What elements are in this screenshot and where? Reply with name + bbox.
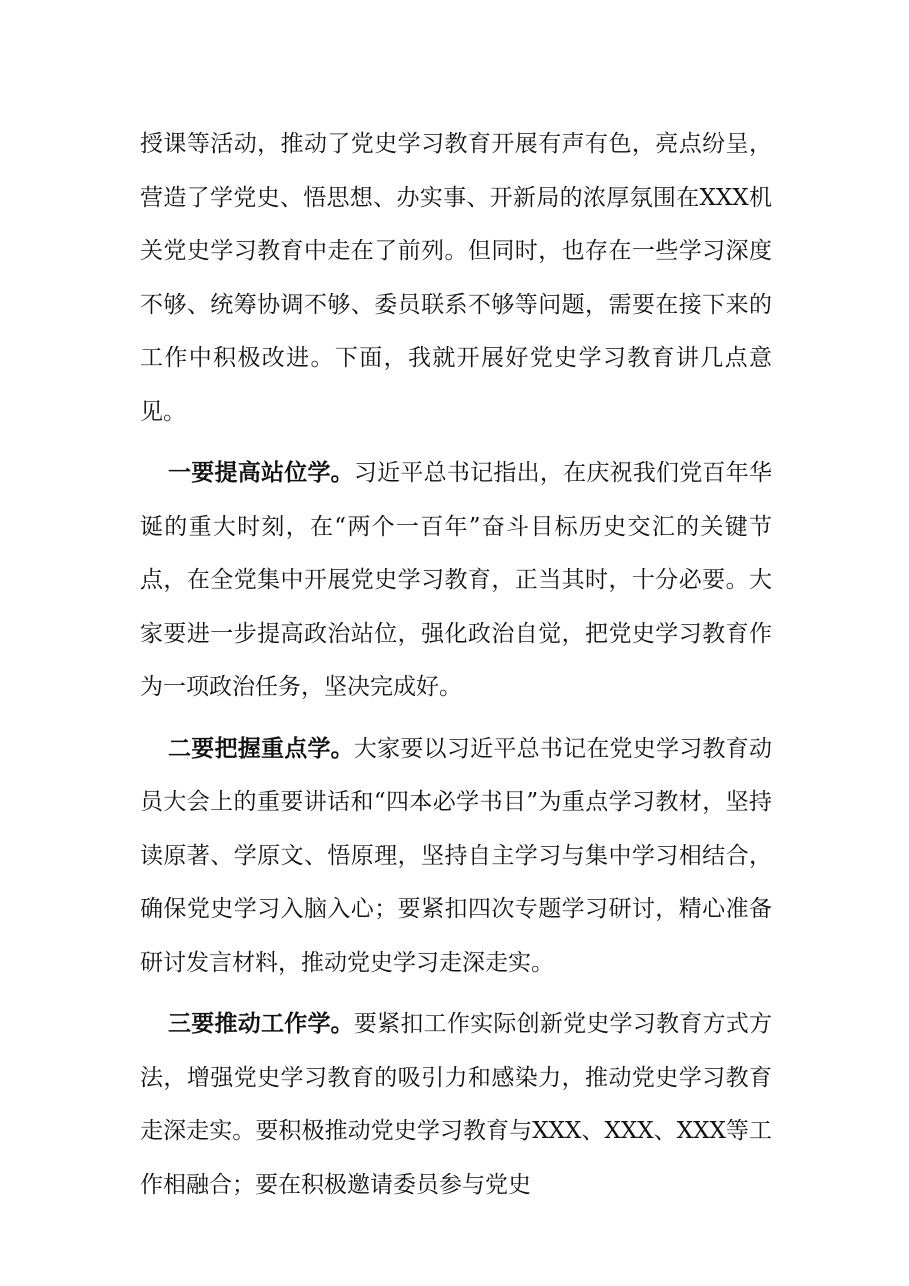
paragraph-point-one-text: 习近平总书记指出，在庆祝我们党百年华诞的重大时刻，在“两个一百年”奋斗目标历史交汇的关键节点，在全党集中开展党史学习教育，正当其时，十分必要。大家要进一步提高政治站位，强化政治自觉，把党史学习教育作为一项政治任务，坚决完成好。: [140, 460, 773, 700]
document-body: [140, 118, 772, 1212]
paragraph-point-one-heading: 一要提高站位学。: [168, 460, 354, 486]
paragraph-point-two-text: 大家要以习近平总书记在党史学习教育动员大会上的重要讲话和“四本必学书目”为重点学习教材，坚持读原著、学原文、悟原理，坚持自主学习与集中学习相结合，确保党史学习入脑入心；要紧扣四次专题学习研讨，精心准备研讨发言材料，推动党史学习走深走实。: [140, 735, 773, 976]
paragraph-point-three-text: 要紧扣工作实际创新党史学习教育方式方法，增强党史学习教育的吸引力和感染力，推动党史学习教育走深走实。要积极推动党史学习教育与XXX、XXX、XXX等工作相融合；要在积极邀请委员参与党史: [140, 1011, 773, 1198]
paragraph-point-two: [140, 723, 772, 991]
paragraph-point-three-heading: 三要推动工作学。: [168, 1011, 354, 1037]
paragraph-point-one: [140, 447, 772, 715]
paragraph-intro: [140, 118, 772, 439]
paragraph-intro-text: 授课等活动，推动了党史学习教育开展有声有色，亮点纷呈，营造了学党史、悟思想、办实事、开新局的浓厚氛围在XXX机关党史学习教育中走在了前列。但同时，也存在一些学习深度不够、统筹协调不够、委员联系不够等问题，需要在接下来的工作中积极改进。下面，我就开展好党史学习教育讲几点意见。: [140, 131, 772, 425]
paragraph-point-two-heading: 二要把握重点学。: [168, 735, 354, 762]
paragraph-point-three: [140, 998, 772, 1212]
